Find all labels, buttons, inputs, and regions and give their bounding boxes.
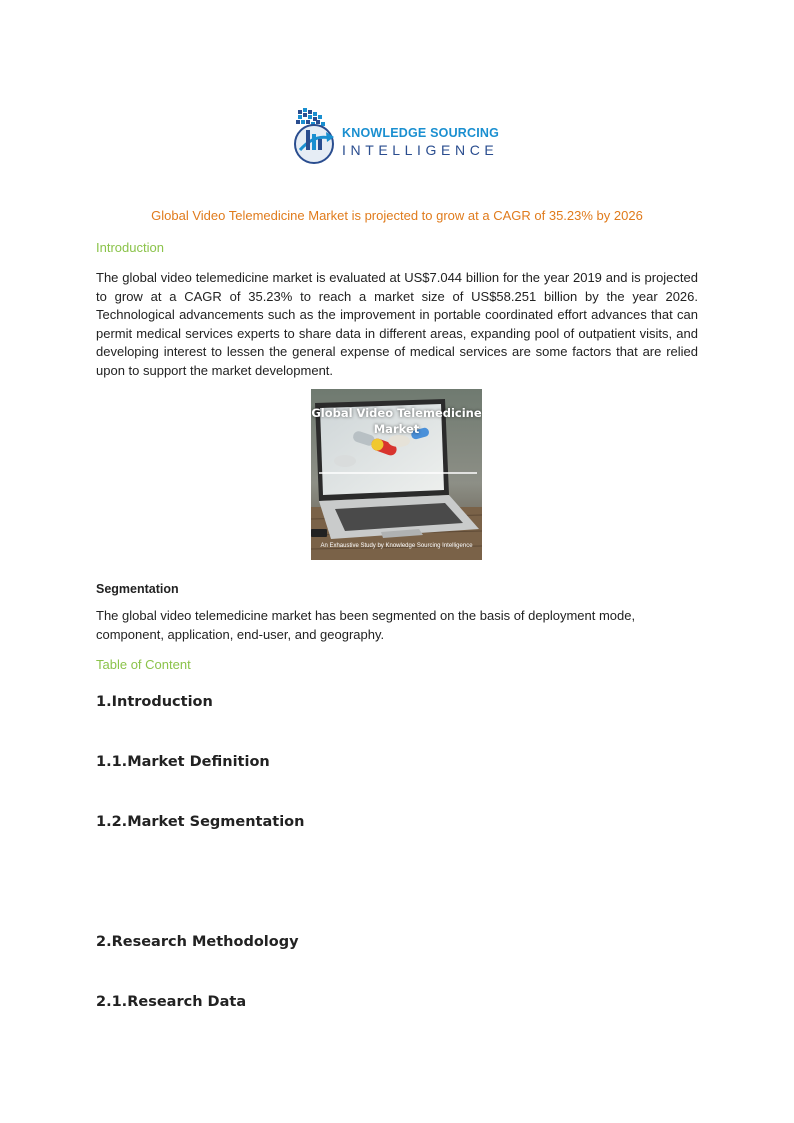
company-logo — [290, 106, 506, 166]
report-image-caption: An Exhaustive Study by Knowledge Sourcing Intelligence — [320, 543, 473, 549]
logo-text-line2: INTELLIGENCE — [342, 142, 499, 158]
logo-text-line1: KNOWLEDGE SOURCING — [342, 126, 500, 140]
toc-item-market-segmentation: 1.2.Market Segmentation — [96, 814, 305, 830]
segmentation-heading: Segmentation — [96, 582, 179, 596]
introduction-paragraph: The global video telemedicine market is evaluated at US$7.044 billion for the year 2019 and is projected to grow at a CAGR of 35.23% to reach a market size of US$58.251 billion by the year 2026. Technological advancements such as the improvement in portable coordinated effort advances that can permit medical services experts to share data in different areas, expanding pool of outpatient visits, and developing interest to lessen the general expense of medical services are some factors that are relied upon to support the market development. — [96, 270, 698, 378]
toc-item-research-data: 2.1.Research Data — [96, 994, 247, 1010]
toc-item-introduction: 1.Introduction — [96, 694, 213, 710]
toc-heading: Table of Content — [96, 657, 191, 672]
logo-mark-icon — [290, 106, 342, 166]
report-cover-image — [311, 389, 482, 560]
report-image-title: Global Video Telemedicine Market — [311, 406, 482, 436]
document-title: Global Video Telemedicine Market is projected to grow at a CAGR of 35.23% by 2026 — [151, 208, 643, 223]
toc-item-market-definition: 1.1.Market Definition — [96, 754, 270, 770]
segmentation-paragraph: The global video telemedicine market has been segmented on the basis of deployment mode, component, application, end-user, and geography. — [96, 608, 636, 642]
toc-item-research-methodology: 2.Research Methodology — [96, 934, 299, 950]
introduction-heading: Introduction — [96, 240, 164, 255]
